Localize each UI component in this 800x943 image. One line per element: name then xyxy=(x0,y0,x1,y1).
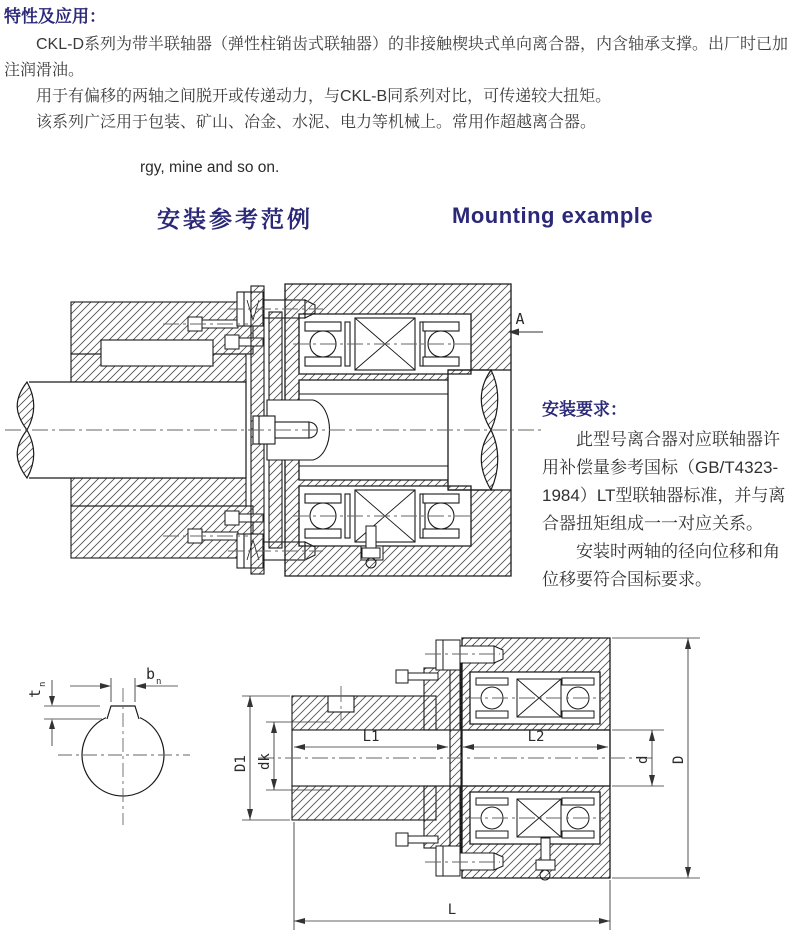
features-section xyxy=(4,5,798,136)
install-heading: 安装要求： xyxy=(542,400,627,419)
dimension-drawing xyxy=(0,590,800,943)
dim-label-b-sub: n xyxy=(156,677,162,687)
dim-label-D: D xyxy=(671,755,687,764)
shaft-cross-section xyxy=(58,688,190,825)
dim-label-D1: D1 xyxy=(233,755,249,772)
dim-label-d: d xyxy=(635,755,651,764)
section-title-en: Mounting example xyxy=(452,203,654,228)
dim-label-dk: dk xyxy=(257,753,273,770)
dim-label-t-sub: n xyxy=(38,681,48,687)
dim-label-L: L xyxy=(447,902,457,918)
dimension-D xyxy=(612,638,700,878)
dim-label-L1: L1 xyxy=(362,729,380,745)
english-fragment: rgy, mine and so on. xyxy=(140,159,280,176)
section-title-zh: 安装参考范例 xyxy=(157,206,313,232)
dim-label-b: b xyxy=(146,665,156,683)
dim-label-L2: L2 xyxy=(527,729,545,745)
left-shaft xyxy=(17,382,246,478)
dimension-bn xyxy=(70,665,178,702)
mounting-example-drawing xyxy=(3,262,548,592)
dim-label-t: t xyxy=(26,688,44,698)
install-paragraph-1: 此型号离合器对应联轴器许用补偿量参考国标（GB/T4323-1984）LT型联轴器标准，并与离合器扭矩组成一一对应关系。 xyxy=(542,430,786,533)
install-requirements xyxy=(542,398,794,594)
features-paragraph-2: 用于有偏移的两轴之间脱开或传递动力，与CKL-B同系列对比，可传递较大扭矩。 xyxy=(36,88,612,105)
install-paragraph-2: 安装时两轴的径向位移和角位移要符合国标要求。 xyxy=(542,542,780,589)
features-paragraph-3: 该系列广泛用于包装、矿山、冶金、水泥、电力等机械上。常用作超越离合器。 xyxy=(36,114,597,131)
features-heading: 特性及应用： xyxy=(4,7,106,26)
view-label-a: A xyxy=(515,310,525,328)
view-arrow-a xyxy=(508,310,543,336)
features-paragraph-1: CKL-D系列为带半联轴器（弹性柱销齿式联轴器）的非接触楔块式单向离合器，内含轴承支撑。出厂时已加注润滑油。 xyxy=(4,36,789,79)
